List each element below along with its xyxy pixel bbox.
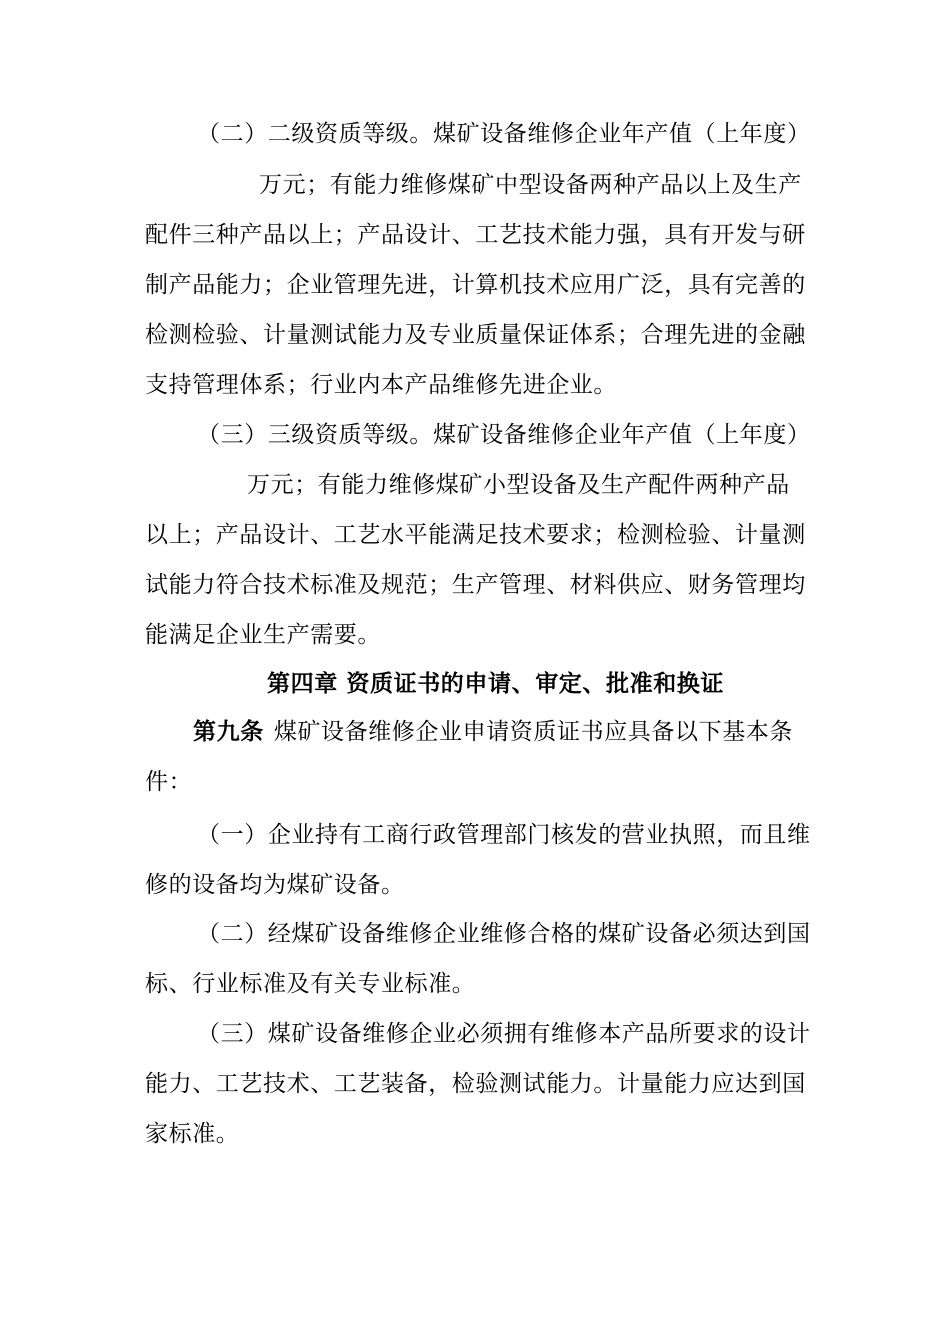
chapter-4-heading: 第四章 资质证书的申请、审定、批准和换证: [267, 671, 725, 697]
section-2-line-1: （二）二级资质等级。煤矿设备维修企业年产值（上年度）: [197, 121, 811, 147]
item-1-line-2: 修的设备均为煤矿设备。: [145, 872, 405, 898]
item-3-line-1: （三）煤矿设备维修企业必须拥有维修本产品所要求的设计: [197, 1021, 811, 1047]
section-3-line-2: 万元；有能力维修煤矿小型设备及生产配件两种产品: [247, 472, 790, 498]
item-3-line-2: 能力、工艺技术、工艺装备，检验测试能力。计量能力应达到国: [145, 1071, 806, 1097]
section-2-line-5: 检测检验、计量测试能力及专业质量保证体系；合理先进的金融: [145, 322, 806, 348]
section-2-line-4: 制产品能力；企业管理先进，计算机技术应用广泛，具有完善的: [145, 272, 806, 298]
section-3-line-5: 能满足企业生产需要。: [145, 622, 381, 648]
article-9-line-1: [193, 718, 793, 746]
item-2-line-2: 标、行业标准及有关专业标准。: [145, 971, 476, 997]
article-9-text: 煤矿设备维修企业申请资质证书应具备以下基本条: [273, 719, 794, 745]
section-3-line-4: 试能力符合技术标准及规范；生产管理、材料供应、财务管理均: [145, 572, 806, 598]
section-2-line-2: 万元；有能力维修煤矿中型设备两种产品以上及生产: [259, 172, 802, 198]
item-3-line-3: 家标准。: [145, 1121, 240, 1147]
article-9-number: 第九条: [193, 719, 264, 745]
section-3-line-3: 以上；产品设计、工艺水平能满足技术要求；检测检验、计量测: [145, 522, 806, 548]
item-2-line-1: （二）经煤矿设备维修企业维修合格的煤矿设备必须达到国: [197, 921, 811, 947]
section-2-line-6: 支持管理体系；行业内本产品维修先进企业。: [145, 372, 617, 398]
item-1-line-1: （一）企业持有工商行政管理部门核发的营业执照，而且维: [197, 822, 811, 848]
section-3-line-1: （三）三级资质等级。煤矿设备维修企业年产值（上年度）: [197, 422, 811, 448]
section-2-line-3: 配件三种产品以上；产品设计、工艺技术能力强，具有开发与研: [145, 222, 806, 248]
article-9-line-2: 件：: [145, 769, 193, 795]
